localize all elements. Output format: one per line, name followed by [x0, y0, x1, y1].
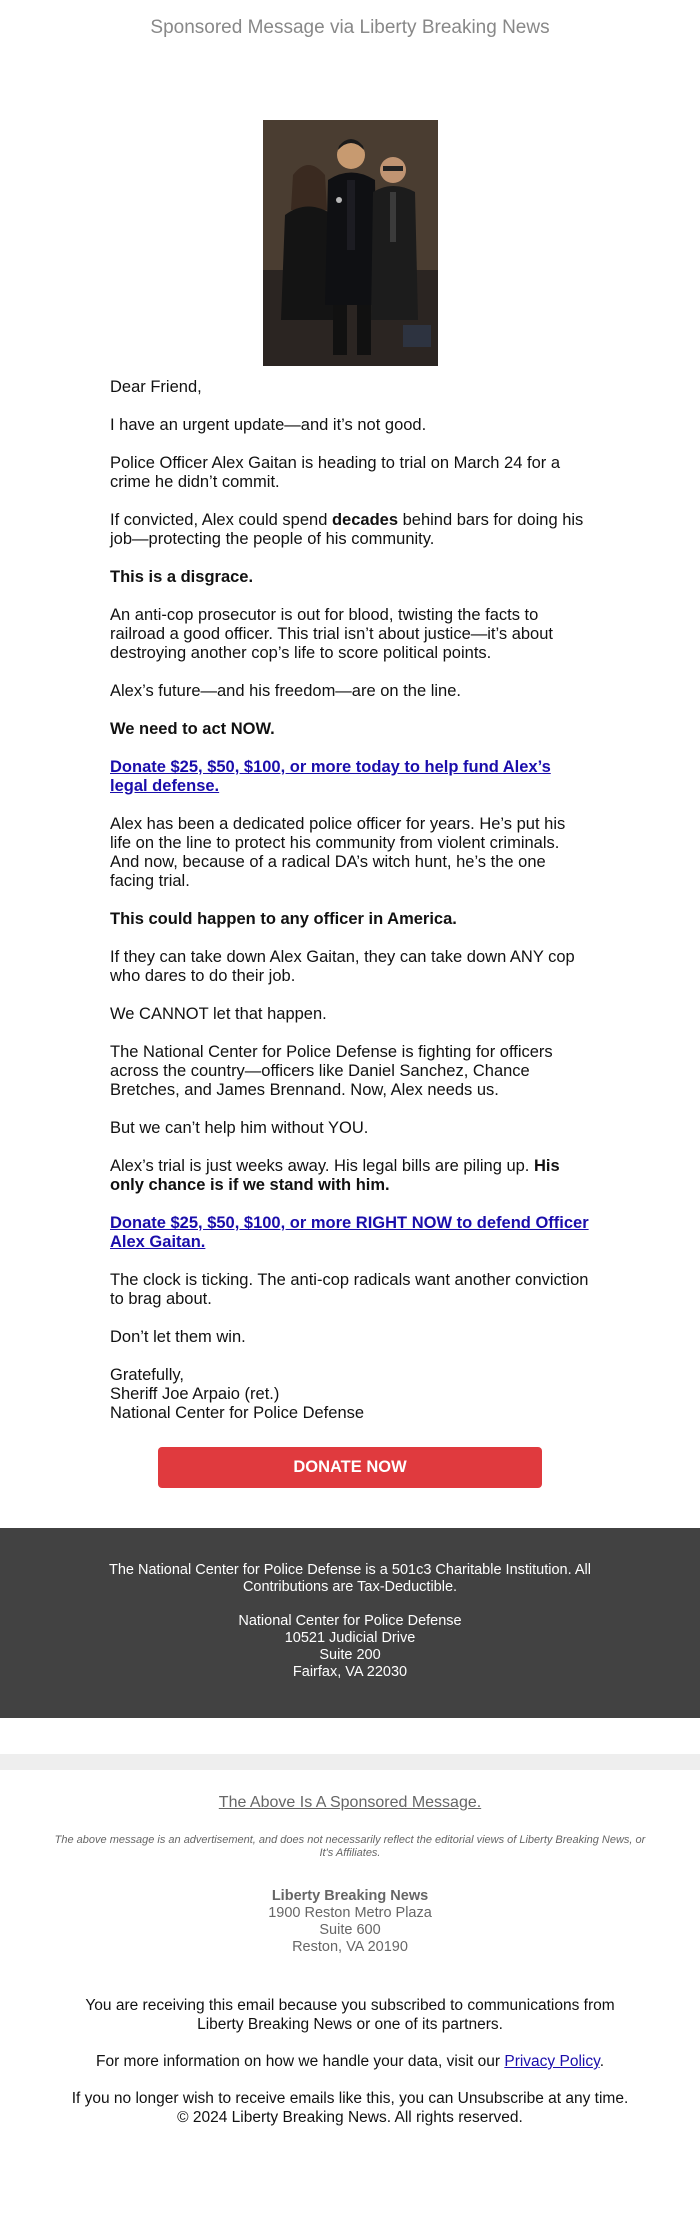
- paragraph-conviction: [110, 511, 590, 549]
- org-suite: Suite 200: [319, 1647, 381, 1663]
- sponsor-header-title: Sponsored Message via Liberty Breaking News: [150, 17, 550, 38]
- paragraph-legal-bills-emphasis: His only chance is if we stand with him.: [110, 1157, 560, 1194]
- paragraph-cannot: We CANNOT let that happen.: [110, 1005, 327, 1023]
- paragraph-dont-let: Don’t let them win.: [110, 1328, 246, 1346]
- org-city: Fairfax, VA 22030: [292, 1664, 408, 1680]
- publisher-suite: Suite 600: [319, 1922, 381, 1938]
- sponsored-message-link[interactable]: The Above Is A Sponsored Message.: [218, 1794, 482, 1811]
- paragraph-conviction-start: If convicted, Alex could spend: [110, 511, 332, 529]
- paragraph-act-now-text: We need to act NOW.: [110, 720, 275, 738]
- paragraph-future: Alex’s future—and his freedom—are on the line.: [110, 682, 461, 700]
- paragraph-any-officer-text: This could happen to any officer in America.: [110, 910, 457, 928]
- disclaimer: The above message is an advertisement, and does not necessarily reflect the editorial views of Liberty Breaking News, or It's Affiliates.: [54, 1834, 646, 1859]
- privacy-notice: [70, 2052, 630, 2071]
- signature-block: [110, 1366, 590, 1423]
- paragraph-legal-bills-start: Alex’s trial is just weeks away. His legal bills are piling up.: [110, 1157, 534, 1175]
- unsubscribe-notice: [70, 2089, 630, 2127]
- paragraph-act-now: [110, 720, 590, 739]
- paragraph-prosecutor: An anti-cop prosecutor is out for blood, twisting the facts to railroad a good officer. This trial isn’t about justice—it’s about destroying another cop’s life to score political points.: [110, 606, 553, 662]
- donate-link-1[interactable]: Donate $25, $50, $100, or more today to help fund Alex’s legal defense.: [110, 758, 551, 795]
- publisher-address: [0, 1888, 700, 1956]
- paragraph-urgent-update: I have an urgent update—and it’s not good.: [110, 416, 427, 434]
- donate-link-2[interactable]: Donate $25, $50, $100, or more RIGHT NOW to defend Officer Alex Gaitan.: [110, 1214, 589, 1251]
- hero-photo: [263, 120, 438, 366]
- privacy-notice-end: .: [599, 2053, 604, 2070]
- greeting: Dear Friend,: [110, 378, 202, 396]
- org-address: [90, 1613, 610, 1681]
- paragraph-any-cop: If they can take down Alex Gaitan, they can take down ANY cop who dares to do their job.: [110, 948, 575, 985]
- footer-divider-band: [0, 1754, 700, 1770]
- unsubscribe-text: If you no longer wish to receive emails like this, you can Unsubscribe at any time.: [71, 2090, 629, 2107]
- donate-now-button[interactable]: DONATE NOW: [158, 1447, 542, 1488]
- org-footer: [0, 1528, 700, 1718]
- hero-container: [0, 120, 700, 371]
- signer-name: Sheriff Joe Arpaio (ret.): [110, 1385, 280, 1403]
- hero-photo-illustration: [263, 120, 438, 366]
- paragraph-ncpd: The National Center for Police Defense is fighting for officers across the country—officers like Daniel Sanchez, Chance Bretches, and James Brennand. Now, Alex needs us.: [110, 1043, 553, 1099]
- privacy-notice-start: For more information on how we handle your data, visit our: [95, 2053, 505, 2070]
- paragraph-conviction-emphasis: decades: [331, 511, 399, 529]
- privacy-policy-link[interactable]: Privacy Policy: [504, 2053, 600, 2070]
- paragraph-donate-link-1: [110, 758, 590, 796]
- signoff: Gratefully,: [110, 1366, 184, 1384]
- paragraph-donate-link-2: [110, 1214, 590, 1252]
- paragraph-clock: The clock is ticking. The anti-cop radicals want another conviction to brag about.: [110, 1271, 589, 1308]
- sponsor-header: [0, 0, 700, 62]
- paragraph-disgrace: [110, 568, 590, 587]
- paragraph-trial-date: Police Officer Alex Gaitan is heading to trial on March 24 for a crime he didn’t commit.: [110, 454, 561, 491]
- paragraph-any-officer: [110, 910, 590, 929]
- org-statement: The National Center for Police Defense is a 501c3 Charitable Institution. All Contributions are Tax-Deductible.: [109, 1562, 591, 1595]
- paragraph-dedicated-officer: Alex has been a dedicated police officer for years. He’s put his life on the line to protect his community from violent criminals. And now, because of a radical DA’s witch hunt, he’s the one facing trial.: [110, 815, 566, 890]
- donate-button-container: [0, 1447, 700, 1488]
- paragraph-legal-bills: [110, 1157, 590, 1195]
- org-street: 10521 Judicial Drive: [284, 1630, 416, 1646]
- publisher-city: Reston, VA 20190: [292, 1939, 408, 1955]
- publisher-street: 1900 Reston Metro Plaza: [268, 1905, 432, 1921]
- org-name: National Center for Police Defense: [238, 1613, 462, 1629]
- paragraph-disgrace-text: This is a disgrace.: [110, 568, 254, 586]
- footer-spacer: [0, 1718, 700, 1754]
- subscription-notice: You are receiving this email because you subscribed to communications from Liberty Breaking News or one of its partners.: [85, 1997, 615, 2033]
- letter-body: [110, 378, 590, 1423]
- publisher-footer: [0, 1770, 700, 2127]
- copyright-text: © 2024 Liberty Breaking News. All rights reserved.: [177, 2109, 523, 2126]
- signer-org: National Center for Police Defense: [110, 1404, 365, 1422]
- paragraph-conviction-end: behind bars for doing his job—protecting the people of his community.: [110, 511, 584, 548]
- paragraph-without-you: But we can’t help him without YOU.: [110, 1119, 369, 1137]
- publisher-brand: Liberty Breaking News: [271, 1888, 429, 1904]
